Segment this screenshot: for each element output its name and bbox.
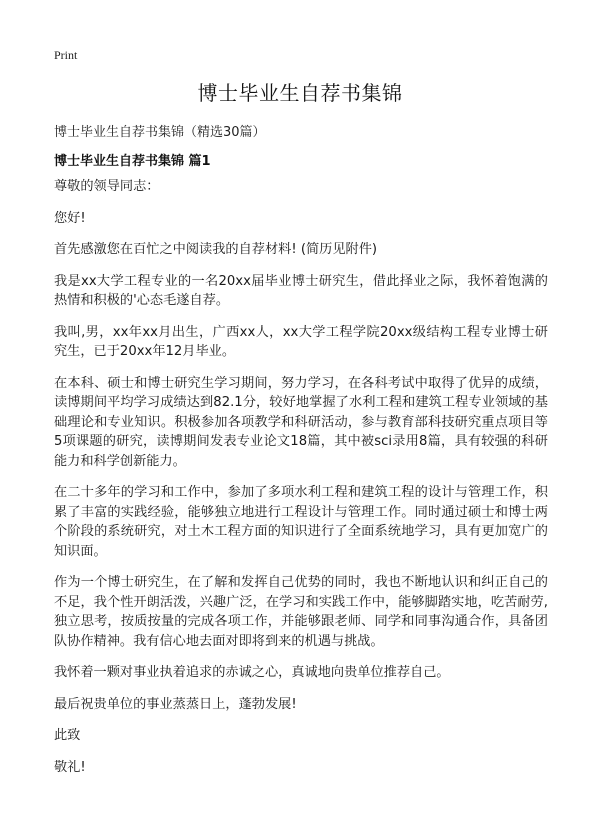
document-subtitle: 博士毕业生自荐书集锦（精选30篇）: [54, 125, 266, 140]
closing-salute: 敬礼!: [54, 759, 86, 775]
print-link[interactable]: Print: [54, 48, 78, 62]
section-heading: 博士毕业生自荐书集锦 篇1: [54, 154, 211, 169]
closing-line: 此致: [54, 728, 81, 743]
paragraph-background: 我叫,男，xx年xx月出生，广西xx人，xx大学工程学院20xx级结构工程专业博士研究生，已于20xx年12月毕业。: [54, 324, 548, 359]
paragraph-academics: 在本科、硕士和博士研究生学习期间，努力学习，在各科考试中取得了优异的成绩，读博期间平均学习成绩达到82.1分，较好地掌握了水利工程和建筑工程专业领域的基础理论和专业知识。积极参加各项教学和科研活动，参与教育部科技研究重点项目等5项课题的研究，读博期间发表专业论文18篇，其中被sci录用8篇，具有较强的科研能力和科学创新能力。: [54, 375, 548, 469]
paragraph-personality: 作为一个博士研究生，在了解和发挥自己优势的同时，我也不断地认识和纠正自己的不足，我个性开朗活泼，兴趣广泛，在学习和实践工作中，能够脚踏实地，吃苦耐劳,独立思考，按质按量的完成各项工作，并能够跟老师、同学和同事沟通合作，具备团队协作精神。我有信心地去面对即将到来的机遇与挑战。: [54, 575, 548, 649]
salutation: 尊敬的领导同志：: [54, 179, 160, 194]
paragraph-recommendation: 我怀着一颗对事业执着追求的赤诚之心，真诚地向贵单位推荐自己。: [54, 665, 450, 680]
paragraph-experience: 在二十多年的学习和工作中，参加了多项水利工程和建筑工程的设计与管理工作，积累了丰富的实践经验，能够独立地进行工程设计与管理工作。同时通过硕士和博士两个阶段的系统研究，对土木工程方面的知识进行了全面系统地学习，具有更加宽广的知识面。: [54, 485, 548, 559]
document-title: 博士毕业生自荐书集锦: [197, 81, 403, 105]
paragraph-intro: 首先感激您在百忙之中阅读我的自荐材料! (简历见附件): [54, 242, 378, 257]
paragraph-wishes: 最后祝贵单位的事业蒸蒸日上，蓬勃发展!: [54, 696, 297, 712]
letter-body: [54, 177, 548, 789]
greeting: 您好!: [54, 210, 86, 226]
paragraph-self-intro: 我是xx大学工程专业的一名20xx届毕业博士研究生，借此择业之际，我怀着饱满的热情和积极的'心态毛遂自荐。: [54, 273, 548, 308]
